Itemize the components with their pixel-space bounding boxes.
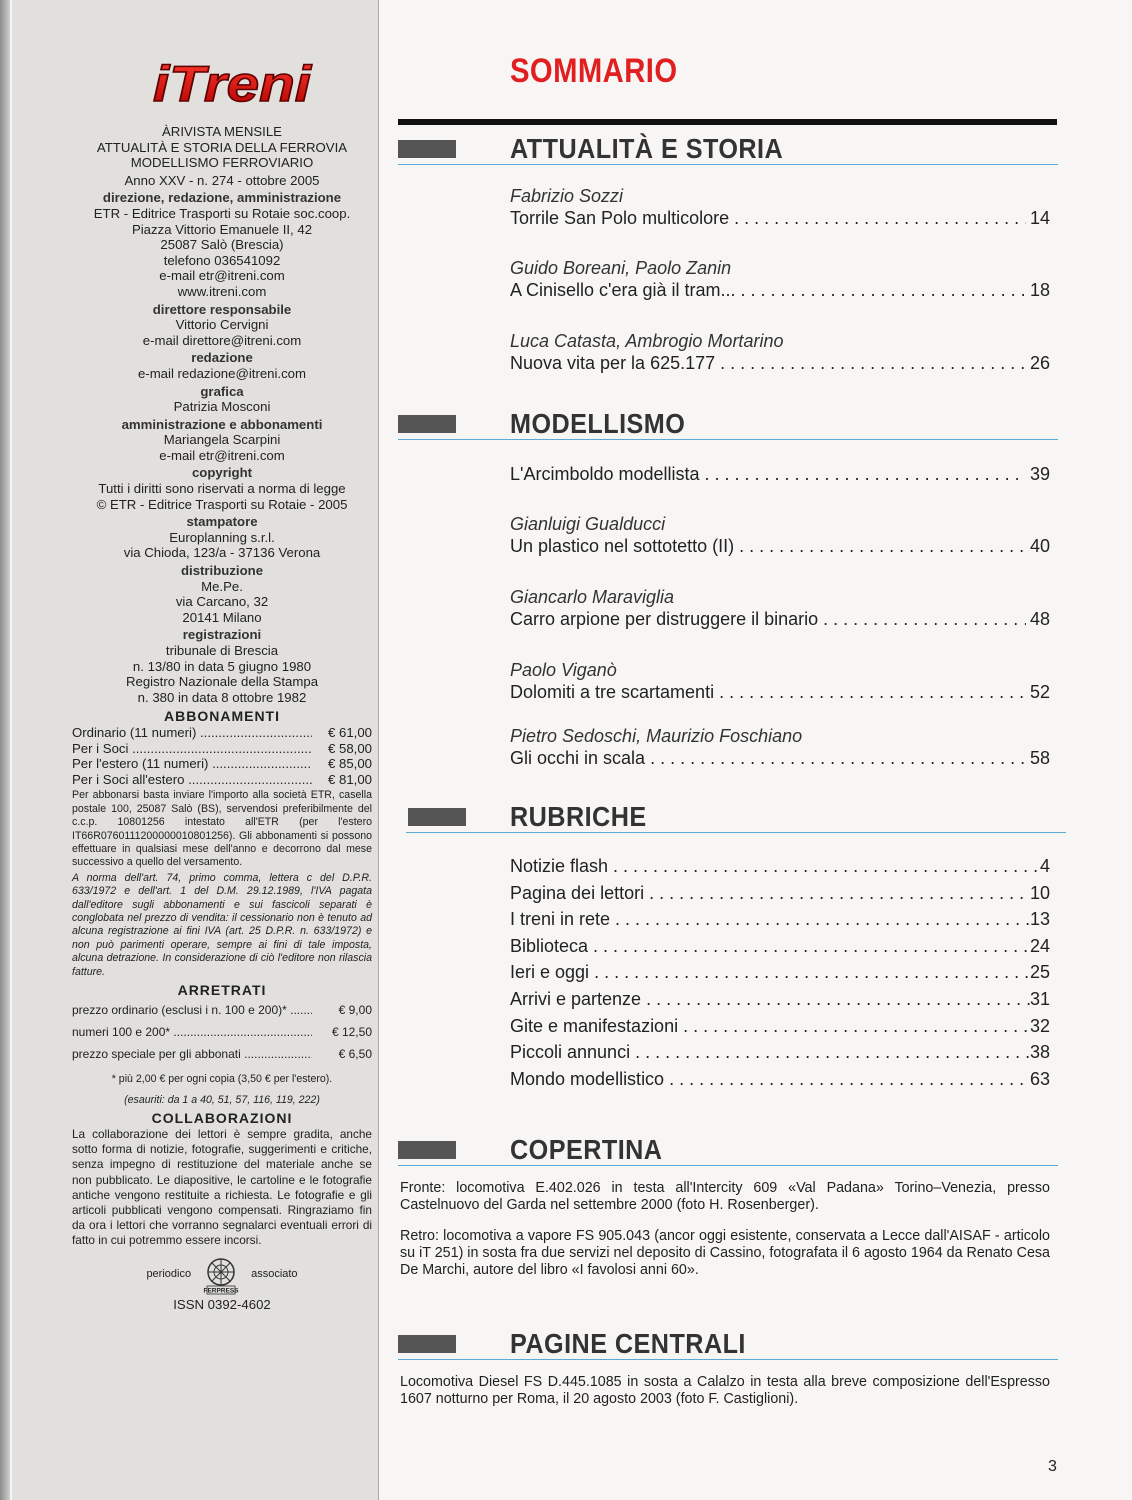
graphics-line: Patrizia Mosconi [173,399,271,415]
ferpress-badge [72,1255,372,1295]
collaborations-note: La collaborazione dei lettori è sempre gradita, anche sotto forma di notizie, fotografie, suggerimenti e critiche, senza impegno di restituzione del materiale anche se non pubblicato. Le diapositive, le cartoline e le fotografie antiche vengono restituite a richiesta. Le fotografie e gli articoli pubblicati vengono compensati. Ringraziamo fin da ora i lettori che vorranno segnalarci eventuali errori di fatto in cui potremmo essere incorsi. [72,1127,372,1248]
entry-title: Dolomiti a tre scartamenti . . . [510,681,1026,703]
issn: ISSN 0392-4602 [173,1296,271,1312]
section-title: MODELLISMO [510,408,686,439]
entry-page: 14 [1029,208,1050,228]
heading-amministrazione: amministrazione e abbonamenti [121,416,323,432]
price-row: Per i Soci all'estero ..... € 81,00 [72,772,372,788]
publisher-line: ETR - Editrice Trasporti su Rotaie soc.coop. [93,205,351,221]
entry-title: Carro arpione per distruggere il binario . . . [510,608,1026,630]
cover-front-caption: Fronte: locomotiva E.402.026 in testa all'Intercity 609 «Val Padana» Torino–Venezia, presso Castelnuovo del Garda nel settembre 2000 (foto H. Rosenberger). [400,1180,1050,1213]
section-header-copertina [398,1132,1058,1168]
heading-copyright: copyright [191,465,253,481]
toc-entry[interactable] [510,463,1050,485]
iva-note: A norma dell'art. 74, primo comma, lettera c del D.P.R. 633/1972 e dell'art. 1 del D.M. 29.12.1989, l'IVA pagata dall'editore sugli abbonamenti e sui fascicoli separati è conglobata nel prezzo di vendita: il cessionario non è tenuto ad alcuna registrazione ai fini IVA (art. 25 D.P.R. n. 633/1972) e non può parimenti operare, sempre ai fini di tale imposta, alcuna detrazione. In considerazione di ciò l'editore non rilascia fatture. [72,871,372,978]
entry-author: Gianluigi Gualducci [510,514,666,534]
entry-title: I treni in rete . . . [510,906,1030,933]
entry-page: 39 [1029,464,1050,484]
toc-entry[interactable] [510,853,1050,880]
entry-title: Mondo modellistico . . . [510,1066,1030,1093]
entry-title: Biblioteca . . . [510,933,1030,960]
entry-title: Gli occhi in scala . . . [510,747,1026,769]
issue-info: Anno XXV - n. 274 - ottobre 2005 [124,172,320,188]
entry-page: 38 [1029,1042,1050,1063]
heading-stampatore: stampatore [186,514,258,530]
section-header-rubriche [398,799,1058,835]
entry-page: 40 [1029,536,1050,556]
registration-line: tribunale di Brescia [165,643,279,658]
distribution-line: via Carcano, 32 [175,594,269,610]
rubriche-list [510,853,1050,1092]
section-title: RUBRICHE [510,801,647,832]
entry-title: Arrivi e partenze . . . [510,986,1030,1013]
entry-page: 63 [1029,1068,1050,1089]
toc-entry[interactable] [510,659,1050,703]
heading-grafica: grafica [200,383,244,399]
centerfold-caption: Locomotiva Diesel FS D.445.1085 in sosta a Calalzo in testa alla breve composizione dell'Espresso 1607 notturno per Roma, il 20 agosto 2003 (foto F. Castiglioni). [400,1374,1050,1407]
entry-page: 4 [1039,856,1050,876]
tagline: MODELLISMO FERROVIARIO [130,155,314,171]
entry-title: L'Arcimboldo modellista . . . [510,463,1026,485]
section-header-modellismo [398,406,1058,442]
entry-page: 18 [1029,280,1050,300]
editorial-line: e-mail redazione@itreni.com [137,365,307,381]
publisher-line: Piazza Vittorio Emanuele II, 42 [131,221,313,237]
masthead-column [12,0,379,1500]
page-edge [0,0,10,1500]
entry-page: 31 [1029,988,1050,1009]
toc-entry[interactable] [510,725,1050,769]
registration-line: Registro Nazionale della Stampa [125,674,319,690]
toc-entry[interactable] [510,513,1050,557]
publisher-line: telefono 036541092 [163,252,281,268]
director-line: Vittorio Cervigni [175,317,269,333]
section-marker [408,808,466,826]
entry-page: 25 [1029,962,1050,983]
associato-label: associato [251,1267,298,1280]
tagline: ATTUALITÀ E STORIA DELLA FERROVIA [96,139,348,155]
top-rule [398,119,1057,125]
price-row: prezzo ordinario (esclusi i n. 100 e 200)* ..... € 9,00 [72,999,372,1021]
entry-page: 52 [1029,682,1050,702]
heading-distribuzione: distribuzione [180,563,264,579]
heading-direttore: direttore responsabile [152,301,292,317]
entry-page: 58 [1029,748,1050,768]
section-header-pagine-centrali [398,1326,1058,1362]
toc-entry[interactable] [510,330,1050,374]
entry-title: Un plastico nel sottotetto (II) . . . [510,535,1026,557]
heading-arretrati: ARRETRATI [177,982,267,999]
toc-entry[interactable] [510,880,1050,907]
entry-title: Torrile San Polo multicolore . . . [510,207,1026,229]
entry-page: 32 [1029,1015,1050,1036]
ferpress-seal-icon [201,1255,241,1295]
price-row: prezzo speciale per gli abbonati ..... € 6,50 [72,1043,372,1065]
toc-entry[interactable] [510,986,1050,1013]
entry-title: Notizie flash . . . [510,853,1040,880]
entry-title: Nuova vita per la 625.177 . . . [510,352,1026,374]
subscription-note: Per abbonarsi basta inviare l'importo alla società ETR, casella postale 100, 25087 Salò (BS), servendosi preferibilmente del c.c.p. 10801256 intestato all'ETR (per l'estero IT66R0760111200000010801256). Gli abbonamenti si possono effettuare in qualsiasi mese dell'anno e decorrono dal mese successivo a quello del versamento. [72,789,372,869]
copyright-line: Tutti i diritti sono riservati a norma di legge [98,481,346,497]
entry-author: Giancarlo Maraviglia [510,587,675,607]
entry-title: Piccoli annunci . . . [510,1039,1030,1066]
table-of-contents [398,0,1098,1500]
toc-title: SOMMARIO [510,52,678,90]
section-marker [398,140,456,158]
tagline: ÀRIVISTA MENSILE [162,124,282,139]
printer-line: Europlanning s.r.l. [169,529,275,545]
entry-author: Luca Catasta, Ambrogio Mortarino [510,331,784,351]
toc-entry[interactable] [510,1066,1050,1093]
arretrati-esauriti: (esauriti: da 1 a 40, 51, 57, 116, 119, 222) [124,1094,320,1107]
heading-direzione: direzione, redazione, amministrazione [102,190,342,206]
printer-line: via Chioda, 123/a - 37136 Verona [123,545,321,561]
toc-entry[interactable] [510,933,1050,960]
section-marker [398,415,456,433]
price-row: Per i Soci ..... € 58,00 [72,741,372,757]
cover-back-caption: Retro: locomotiva a vapore FS 905.043 (ancor oggi esistente, conservata a Lecce dall'AISAF - articolo su iT 251) in sosta fra due servizi nel deposito di Cassino, fotografata il 6 agosto 1964 da Renato Cesa De Marchi, autore del libro «I favolosi anni 60». [400,1228,1050,1278]
publisher-line: e-mail etr@itreni.com [159,268,285,284]
entry-author: Pietro Sedoschi, Maurizio Foschiano [510,726,803,746]
section-header-attualita [398,131,1058,167]
arretrati-note: * più 2,00 € per ogni copia (3,50 € per l'estero). [111,1072,333,1085]
toc-entry[interactable] [510,185,1050,229]
entry-author: Fabrizio Sozzi [510,186,624,206]
entry-title: A Cinisello c'era già il tram... . . . [510,279,1026,301]
distribution-line: 20141 Milano [182,609,262,625]
toc-entry[interactable] [510,257,1050,301]
toc-entry[interactable] [510,906,1050,933]
toc-entry[interactable] [510,586,1050,630]
itreni-logo [147,55,317,115]
entry-title: Gite e manifestazioni . . . [510,1013,1030,1040]
admin-line: e-mail etr@itreni.com [159,447,285,463]
heading-collaborazioni: COLLABORAZIONI [151,1110,293,1127]
masthead-text [72,124,372,1312]
entry-title: Ieri e oggi . . . [510,959,1030,986]
heading-abbonamenti: ABBONAMENTI [164,708,280,725]
toc-entry[interactable] [510,1039,1050,1066]
section-title: COPERTINA [510,1134,663,1165]
copyright-line: © ETR - Editrice Trasporti su Rotaie - 2005 [96,496,348,512]
entry-page: 48 [1029,609,1050,629]
publisher-line: www.itreni.com [177,283,267,299]
entry-title: Pagina dei lettori . . . [510,880,1030,907]
admin-line: Mariangela Scarpini [163,432,281,448]
entry-page: 26 [1029,353,1050,373]
director-line: e-mail direttore@itreni.com [142,332,302,348]
svg-text:iTreni: iTreni [153,56,313,112]
heading-registrazioni: registrazioni [182,627,262,643]
price-row: Ordinario (11 numeri) ..... € 61,00 [72,725,372,741]
entry-page: 10 [1029,882,1050,903]
price-row: numeri 100 e 200* ..... € 12,50 [72,1021,372,1043]
section-marker [398,1335,456,1353]
entry-author: Guido Boreani, Paolo Zanin [510,258,732,278]
page-number: 3 [1048,1458,1057,1475]
entry-page: 13 [1029,909,1050,930]
heading-redazione: redazione [191,350,253,366]
publisher-line: 25087 Salò (Brescia) [160,237,284,253]
section-marker [398,1141,456,1159]
entry-author: Paolo Viganò [510,660,617,680]
svg-text:FERPRESS: FERPRESS [203,1287,239,1295]
section-title: PAGINE CENTRALI [510,1328,746,1359]
registration-line: n. 380 in data 8 ottobre 1982 [137,689,307,705]
price-row: Per l'estero (11 numeri) ..... € 85,00 [72,756,372,772]
registration-line: n. 13/80 in data 5 giugno 1980 [132,658,312,674]
periodico-label: periodico [146,1267,192,1280]
toc-entry[interactable] [510,959,1050,986]
entry-page: 24 [1029,935,1050,956]
section-title: ATTUALITÀ E STORIA [510,133,784,164]
toc-entry[interactable] [510,1013,1050,1040]
distribution-line: Me.Pe. [201,578,243,594]
